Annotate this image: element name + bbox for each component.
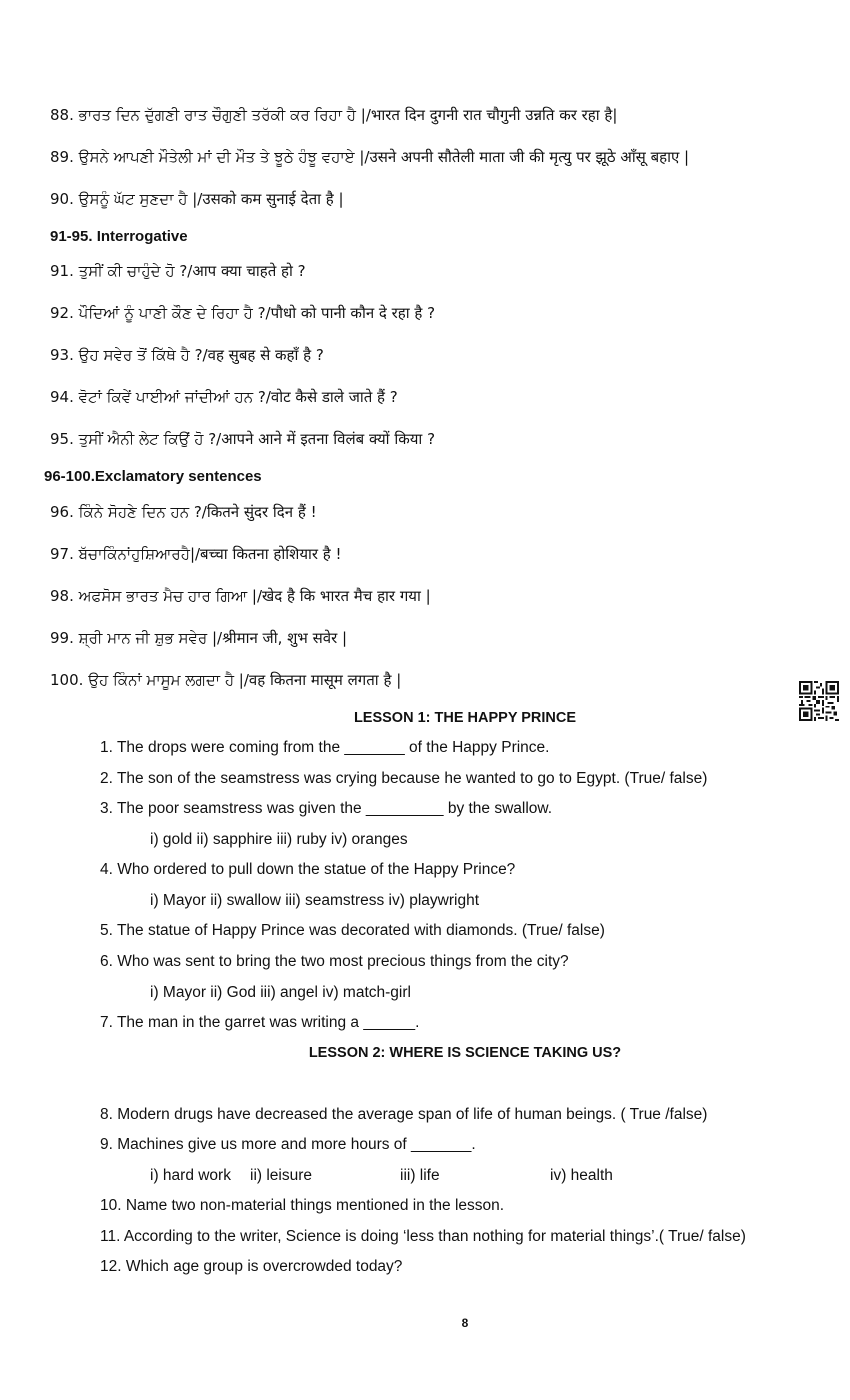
question-4: 4. Who ordered to pull down the statue of the Happy Prince? <box>100 861 516 878</box>
sentence-95 <box>50 429 435 449</box>
sentence-number: 97. <box>50 545 74 563</box>
question-4-options: i) Mayor ii) swallow iii) seamstress iv) playwright <box>150 892 479 909</box>
sentence-number: 91. <box>50 262 74 280</box>
sentence-text: ਉਸਨੂੰ ਘੱਟ ਸੁਣਦਾ ਹੈ |/उसको कम सुनाई देता है | <box>78 190 344 208</box>
section-heading-exclamatory: 96-100.Exclamatory sentences <box>44 468 262 485</box>
sentence-text: ਉਸਨੇ ਆਪਣੀ ਮੌਤੇਲੀ ਮਾਂ ਦੀ ਮੌਤ ਤੇ ਝੂਠੇ ਹੰਝੂ ਵਹਾਏ |/उसने अपनी सौतेली माता जी की मृत्यु पर झूठे आँसू बहाए | <box>78 148 690 166</box>
sentence-text: ਬੱਚਾਕਿੰਨਾਂਹੁਸ਼ਿਆਰਹੈ|/बच्चा कितना होशियार है ! <box>78 545 342 563</box>
sentence-text: ਭਾਰਤ ਦਿਨ ਦੁੱਗਣੀ ਰਾਤ ਚੌਗੁਣੀ ਤਰੱਕੀ ਕਰ ਰਿਹਾ ਹੈ |/भारत दिन दुगनी रात चौगुनी उन्नति कर रहा है| <box>78 106 618 124</box>
sentence-text: ਤੁਸੀਂ ਕੀ ਚਾਹੁੰਦੇ ਹੋ ?/आप क्या चाहते हो ? <box>78 262 306 280</box>
sentence-text: ਕਿੰਨੇ ਸੋਹਣੇ ਦਿਨ ਹਨ ?/कितने सुंदर दिन हैं ! <box>78 503 317 521</box>
lesson-2-title: LESSON 2: WHERE IS SCIENCE TAKING US? <box>308 1045 622 1061</box>
question-3: 3. The poor seamstress was given the _________ by the swallow. <box>100 800 553 817</box>
sentence-99 <box>50 628 347 648</box>
question-3-options: i) gold ii) sapphire iii) ruby iv) oranges <box>150 831 408 848</box>
question-1: 1. The drops were coming from the _______ of the Happy Prince. <box>100 739 550 756</box>
sentence-text: ਅਫਸੋਸ ਭਾਰਤ ਮੈਚ ਹਾਰ ਗਿਆ |/खेद है कि भारत मैच हार गया | <box>78 587 431 605</box>
sentence-94 <box>50 387 398 407</box>
sentence-number: 93. <box>50 346 74 364</box>
option-3: iii) life <box>400 1167 440 1184</box>
option-2: ii) leisure <box>250 1167 313 1184</box>
sentence-text: ਪੌਦਿਆਂ ਨੂੰ ਪਾਣੀ ਕੌਣ ਦੇ ਰਿਹਾ ਹੈ ?/पौधो को पानी कौन दे रहा है ? <box>78 304 436 322</box>
sentence-91 <box>50 261 306 281</box>
sentence-number: 88. <box>50 106 74 124</box>
sentence-98 <box>50 586 431 606</box>
sentence-number: 96. <box>50 503 74 521</box>
sentence-92 <box>50 303 435 323</box>
sentence-number: 94. <box>50 388 74 406</box>
question-2: 2. The son of the seamstress was crying because he wanted to go to Egypt. (True/ false) <box>100 770 708 787</box>
sentence-number: 89. <box>50 148 74 166</box>
question-5: 5. The statue of Happy Prince was decorated with diamonds. (True/ false) <box>100 922 605 939</box>
question-8: 8. Modern drugs have decreased the average span of life of human beings. ( True /false) <box>100 1106 708 1123</box>
sentence-number: 95. <box>50 430 74 448</box>
question-12: 12. Which age group is overcrowded today? <box>100 1258 403 1275</box>
question-11: 11. According to the writer, Science is doing ‘less than nothing for material things’.( True/ false) <box>100 1228 746 1245</box>
sentence-text: ਸ਼੍ਰੀ ਮਾਨ ਜੀ ਸ਼ੁਭ ਸਵੇਰ |/श्रीमान जी, शुभ सवेर | <box>78 629 348 647</box>
page-number: 8 <box>461 1316 469 1330</box>
sentence-number: 100. <box>50 671 84 689</box>
sentence-text: ਉਹ ਕਿੰਨਾਂ ਮਾਸੂਮ ਲਗਦਾ ਹੈ |/वह कितना मासूम लगता है | <box>88 671 402 689</box>
sentence-100 <box>50 670 401 690</box>
sentence-text: ਤੁਸੀਂ ਐਨੀ ਲੇਟ ਕਿਉਂ ਹੋ ?/आपने आने में इतना विलंब क्यों किया ? <box>78 430 436 448</box>
option-1: i) hard work <box>150 1167 231 1184</box>
sentence-93 <box>50 345 324 365</box>
sentence-number: 92. <box>50 304 74 322</box>
sentence-89 <box>50 147 689 167</box>
question-6-options: i) Mayor ii) God iii) angel iv) match-girl <box>150 984 411 1001</box>
sentence-text: ਉਹ ਸਵੇਰ ਤੋਂ ਕਿੱਥੇ ਹੈ ?/वह सुबह से कहाँ है ? <box>78 346 324 364</box>
option-4: iv) health <box>550 1167 613 1184</box>
sentence-96 <box>50 502 317 522</box>
sentence-number: 98. <box>50 587 74 605</box>
question-6: 6. Who was sent to bring the two most precious things from the city? <box>100 953 569 970</box>
question-10: 10. Name two non-material things mentioned in the lesson. <box>100 1197 505 1214</box>
sentence-number: 90. <box>50 190 74 208</box>
sentence-text: ਵੋਟਾਂ ਕਿਵੇਂ ਪਾਈਆਂ ਜਾਂਦੀਆਂ ਹਨ ?/वोट कैसे डाले जाते हैं ? <box>78 388 398 406</box>
sentence-97 <box>50 544 342 564</box>
question-9: 9. Machines give us more and more hours of _______. <box>100 1136 476 1153</box>
sentence-90 <box>50 189 344 209</box>
lesson-1-title: LESSON 1: THE HAPPY PRINCE <box>353 710 577 726</box>
question-7: 7. The man in the garret was writing a ______. <box>100 1014 420 1031</box>
sentence-number: 99. <box>50 629 74 647</box>
sentence-88 <box>50 105 617 125</box>
section-heading-interrogative: 91-95. Interrogative <box>50 228 188 245</box>
